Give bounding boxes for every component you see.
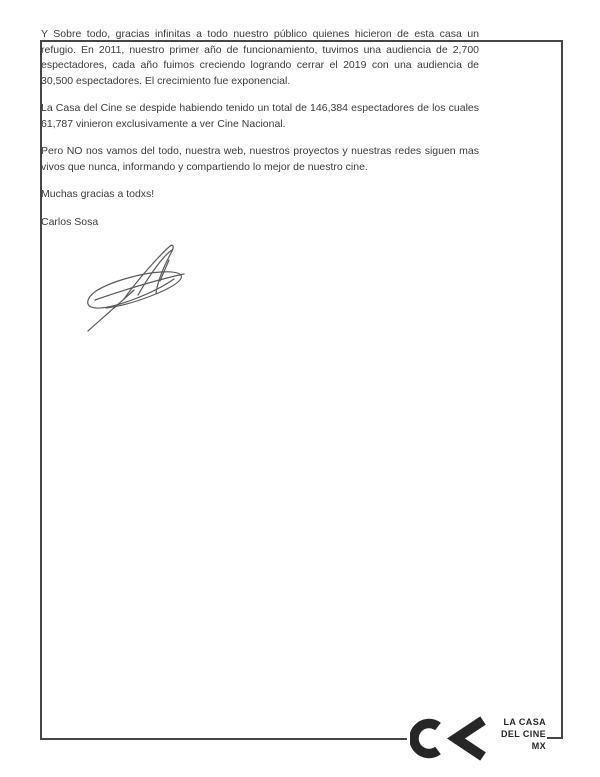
logo-line-2: DEL CINE (500, 729, 546, 739)
la-casa-del-cine-logo (410, 712, 563, 762)
logo-wordmark (486, 716, 546, 752)
border-bottom-segment (40, 738, 407, 740)
letter-paragraph-totals: La Casa del Cine se despide habiendo tenido un total de 146,384 espectadores de los cuales 61,787 vinieron exclusivamente a ver Cine Nacional. (41, 102, 479, 130)
logo-line-1: LA CASA (503, 717, 546, 727)
handwritten-signature (80, 243, 190, 333)
logo-line-3: MX (531, 741, 546, 751)
c-left-chevron-logo-icon (410, 715, 486, 762)
letter-body (41, 27, 479, 242)
letter-paragraph-web: Pero NO nos vamos del todo, nuestra web, nuestros proyectos y nuestras redes siguen mas vivos que nunca, informando y compartiendo lo mejor de nuestro cine. (41, 145, 479, 173)
letter-closing: Muchas gracias a todxs! (41, 188, 155, 200)
letter-paragraph-thanks: Y Sobre todo, gracias infinitas a todo nuestro público quienes hicieron de esta casa un refugio. En 2011, nuestro primer año de funcionamiento, tuvimos una audiencia de 2,700 espectadores, cada año fuimos creciendo logrando cerrar el 2019 con una audiencia de 30,500 espectadores. El crecimiento fue exponencial. (41, 28, 479, 87)
signer-name: Carlos Sosa (41, 215, 99, 228)
